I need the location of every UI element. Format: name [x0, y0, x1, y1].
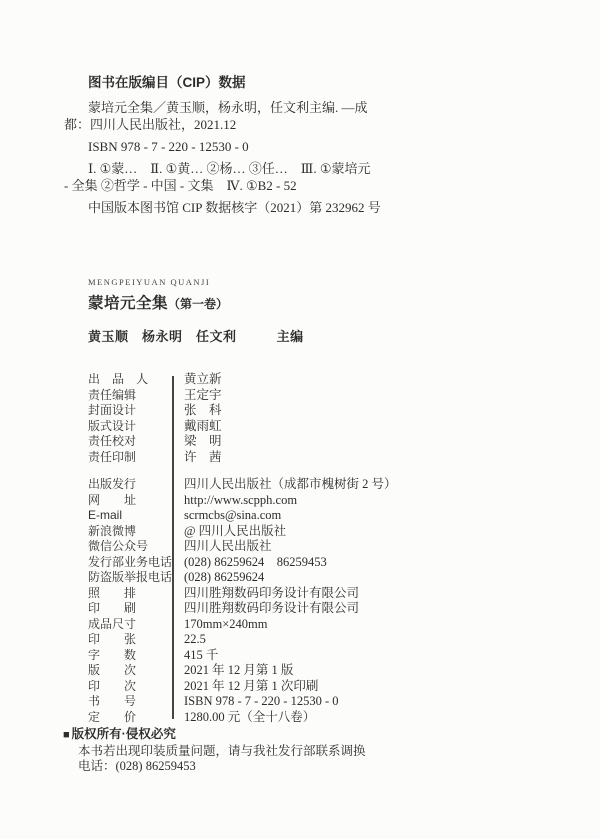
title-block [88, 277, 508, 345]
row-value: 22.5 [184, 632, 206, 646]
table-row [64, 388, 544, 404]
copyright-footer [63, 727, 533, 775]
row-label: 印 张 [88, 632, 137, 646]
authors-line [88, 326, 508, 345]
row-value: 170mm×240mm [184, 616, 268, 631]
row-value: ISBN 978 - 7 - 220 - 12530 - 0 [184, 694, 339, 708]
row-label: 出 品 人 [88, 372, 149, 386]
cip-entry-line2: 都：四川人民出版社，2021.12 [64, 117, 237, 132]
volume-label: （第一卷） [168, 297, 229, 311]
table-row [64, 632, 544, 648]
row-label: 照 排 [88, 585, 137, 600]
row-value: (028) 86259624 86259453 [184, 554, 327, 569]
row-label: 定 价 [88, 709, 137, 724]
table-row [64, 434, 544, 450]
quality-notice: 本书若出现印装质量问题，请与我社发行部联系调换 [78, 743, 366, 758]
row-value: 四川胜翔数码印务设计有限公司 [184, 601, 360, 615]
row-label: 发行部业务电话 [88, 554, 173, 569]
title-pinyin: MENGPEIYUAN QUANJI [88, 277, 211, 287]
row-label: 新浪微博 [88, 523, 137, 538]
cip-classification [64, 160, 514, 194]
table-row [64, 586, 544, 602]
table-row [64, 524, 544, 540]
row-value: 王定宇 [184, 387, 222, 402]
row-value: scrmcbs@sina.com [184, 508, 282, 522]
cip-class-line1: Ⅰ. ①蒙… Ⅱ. ①黄… ②杨… ③任… Ⅲ. ①蒙培元 [88, 161, 371, 176]
row-label: 责任印制 [88, 449, 137, 464]
row-value: 戴雨虹 [184, 418, 222, 433]
table-row [64, 508, 544, 524]
table-row [64, 493, 544, 509]
row-value: 2021 年 12 月第 1 次印刷 [184, 678, 319, 693]
table-row [64, 601, 544, 617]
row-value: 1280.00 元（全十八卷） [184, 709, 316, 724]
row-value: 张 科 [184, 403, 222, 417]
publication-table [64, 477, 544, 725]
row-value: 黄立新 [184, 372, 222, 386]
table-row [64, 450, 544, 466]
cip-entry-line1: 蒙培元全集／黄玉顺，杨永明，任文利主编. —成 [88, 100, 368, 115]
cip-record-number: 中国版本图书馆 CIP 数据核字（2021）第 232962 号 [88, 200, 381, 215]
cip-entry [64, 99, 514, 133]
row-value: http://www.scpph.com [184, 492, 298, 507]
cip-block [64, 74, 514, 221]
table-row [64, 570, 544, 586]
row-value: 415 千 [184, 647, 219, 662]
row-label: 封面设计 [88, 403, 137, 417]
cip-isbn: ISBN 978 - 7 - 220 - 12530 - 0 [88, 139, 249, 154]
book-title: 蒙培元全集 [88, 295, 169, 312]
table-row [64, 372, 544, 388]
table-row [64, 477, 544, 493]
row-value: 梁 明 [184, 434, 222, 448]
row-label: 责任编辑 [88, 387, 137, 402]
row-value: 2021 年 12 月第 1 版 [184, 663, 294, 677]
editor-label: 主编 [276, 329, 304, 344]
table-row [64, 419, 544, 435]
table-row [64, 403, 544, 419]
row-label: 网 址 [88, 492, 137, 507]
table-row [64, 710, 544, 726]
table-row [64, 679, 544, 695]
table-row [64, 617, 544, 633]
row-value: @ 四川人民出版社 [184, 523, 287, 538]
row-label: 出版发行 [88, 477, 137, 491]
row-label: 责任校对 [88, 434, 137, 448]
row-label: 书 号 [88, 694, 137, 708]
vertical-divider [172, 376, 174, 719]
black-square-icon: ■ [63, 729, 70, 741]
table-row [64, 555, 544, 571]
row-value: 四川人民出版社（成都市槐树街 2 号） [184, 477, 397, 491]
colophon-tables [64, 372, 544, 725]
table-row [64, 694, 544, 710]
row-label: 防盗版举报电话 [88, 570, 173, 584]
row-label: 版 次 [88, 663, 137, 677]
row-value: 许 茜 [184, 449, 222, 464]
row-label: 字 数 [88, 647, 137, 662]
row-label: 成品尺寸 [88, 616, 137, 631]
copyright-notice: 版权所有·侵权必究 [71, 727, 176, 741]
contact-phone: 电话：(028) 86259453 [78, 759, 196, 773]
copyright-notice-line [63, 727, 533, 744]
credits-table [64, 372, 544, 465]
row-value: 四川人民出版社 [184, 539, 272, 553]
row-label: 印 刷 [88, 601, 137, 615]
cip-heading: 图书在版编目（CIP）数据 [88, 75, 246, 90]
table-row [64, 648, 544, 664]
row-label: 版式设计 [88, 418, 137, 433]
table-gap [64, 465, 544, 477]
row-label: 印 次 [88, 678, 137, 693]
table-row [64, 539, 544, 555]
row-label: E-mail [88, 508, 123, 522]
book-title-line [88, 291, 508, 313]
author-names: 黄玉顺 杨永明 任文利 [88, 329, 237, 344]
row-label: 微信公众号 [88, 539, 149, 553]
cip-class-line2: - 全集 ②哲学 - 中国 - 文集 Ⅳ. ①B2 - 52 [64, 178, 297, 193]
table-row [64, 663, 544, 679]
row-value: 四川胜翔数码印务设计有限公司 [184, 585, 360, 600]
row-value: (028) 86259624 [184, 570, 265, 584]
